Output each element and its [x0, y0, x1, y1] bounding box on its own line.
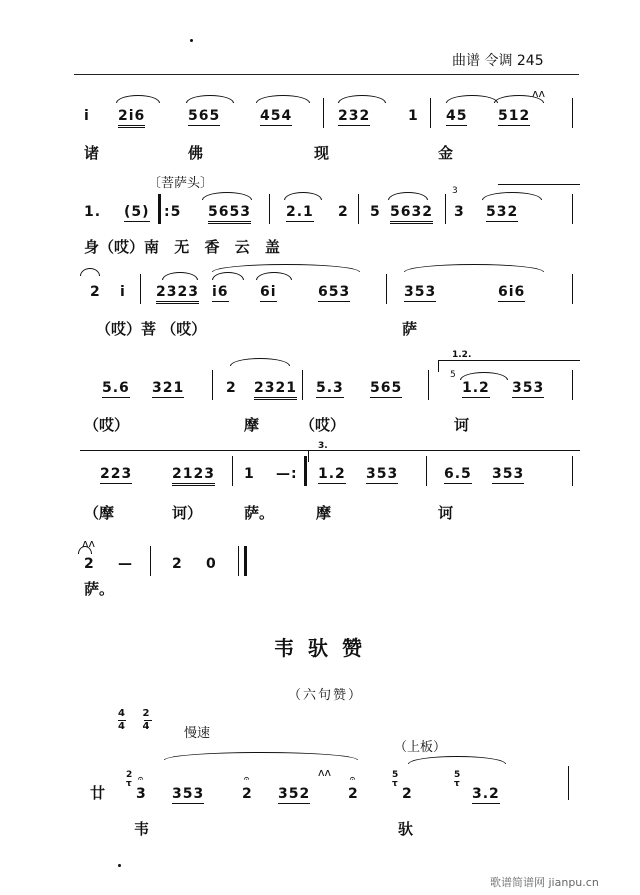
lyric: 诃	[454, 416, 470, 434]
note: 353	[172, 786, 205, 802]
note: 6.5	[444, 466, 472, 482]
note: 6i	[260, 284, 277, 300]
lyric: （哎）	[84, 416, 130, 434]
note: 3	[454, 204, 465, 220]
lyric: 金	[438, 144, 454, 162]
note: 5653	[208, 204, 251, 224]
note: —	[118, 556, 133, 572]
note: 2i6	[118, 108, 145, 128]
note: 653	[318, 284, 351, 300]
watermark: 歌谱简谱网 jianpu.cn	[490, 876, 599, 889]
lyric: 韦	[134, 820, 150, 838]
note: 512	[498, 108, 531, 124]
lyric: 摩	[244, 416, 260, 434]
lyric: 诃	[438, 504, 454, 522]
note: 0	[206, 556, 217, 572]
note: 1.2	[462, 380, 490, 396]
volta-label: 3.	[318, 441, 328, 451]
note: 2	[338, 204, 349, 220]
lyric: 萨。	[244, 504, 275, 522]
lyric: 萨	[402, 320, 418, 338]
speck	[118, 864, 121, 867]
first-word: 廿	[90, 784, 106, 802]
note: 3	[136, 786, 147, 802]
note: 2	[90, 284, 101, 300]
note: :5	[164, 204, 182, 220]
note: 2123	[172, 466, 215, 486]
section-label: 〔菩萨头〕	[148, 176, 214, 191]
song-title: 韦驮赞	[274, 636, 376, 660]
note: 2321	[254, 380, 297, 400]
note: 352	[278, 786, 311, 802]
note: 2	[172, 556, 183, 572]
note: 353	[404, 284, 437, 300]
note: 532	[486, 204, 519, 220]
tempo-marking: 慢速	[184, 726, 211, 741]
note: 2	[226, 380, 237, 396]
note: 565	[188, 108, 221, 124]
note: 223	[100, 466, 133, 482]
note: 2	[242, 786, 253, 802]
song-subtitle: （六句赞）	[288, 688, 364, 703]
note: 1.2	[318, 466, 346, 482]
note: 5632	[390, 204, 433, 224]
note: 353	[492, 466, 525, 482]
note: (5)	[124, 204, 150, 220]
header-rule	[74, 74, 579, 75]
note: 565	[370, 380, 403, 396]
note: 5	[370, 204, 381, 220]
lyric: 佛	[188, 144, 204, 162]
note: i	[84, 108, 90, 124]
meter-top: 4 2	[118, 708, 150, 719]
lyric: 驮	[398, 820, 414, 838]
note: 353	[512, 380, 545, 396]
note: 321	[152, 380, 185, 396]
note: 5.6	[102, 380, 130, 396]
note: 1.	[84, 204, 102, 220]
meter-bottom: 4 4	[118, 721, 150, 732]
lyric: 诃）	[172, 504, 203, 522]
lyric: 诸	[84, 144, 100, 162]
lyric: 现	[314, 144, 330, 162]
note: 454	[260, 108, 293, 124]
lyric: 萨。	[84, 580, 115, 598]
note: —:	[276, 466, 298, 482]
note: 6i6	[498, 284, 526, 300]
lyric: （哎）菩 （哎）	[96, 320, 207, 338]
lyric: （哎）	[300, 416, 346, 434]
speck	[190, 39, 193, 42]
note: 2323	[156, 284, 199, 304]
volta-label: 1.2.	[452, 350, 472, 360]
lyric: 摩	[316, 504, 332, 522]
note: 2.1	[286, 204, 314, 220]
board-marking: （上板）	[394, 740, 447, 755]
note: 3.2	[472, 786, 500, 802]
note: 1	[408, 108, 419, 124]
note: 353	[366, 466, 399, 482]
lyric-line: 身（哎）南 无 香 云 盖	[84, 238, 280, 256]
note: 232	[338, 108, 371, 124]
note: 2	[348, 786, 359, 802]
note: 5.3	[316, 380, 344, 396]
note: 45	[446, 108, 468, 124]
lyric: （摩	[84, 504, 115, 522]
note: 2	[84, 556, 95, 572]
note: i	[120, 284, 126, 300]
page-header: 曲谱 令调 245	[452, 53, 544, 69]
note: 1	[244, 466, 255, 482]
note: 2	[402, 786, 413, 802]
note: i6	[212, 284, 229, 300]
